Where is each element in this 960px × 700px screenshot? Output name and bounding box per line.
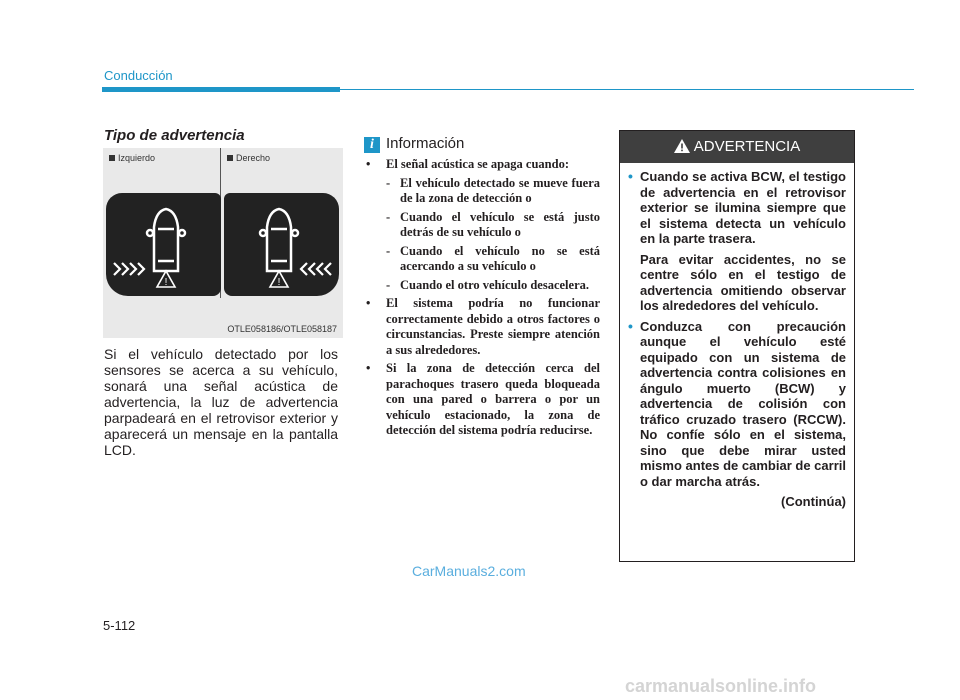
warning-header: ADVERTENCIA <box>620 131 854 163</box>
warning-item: • Conduzca con precaución aunque el vehículo esté equipado con un sistema de advertencia contra colisiones en ángulo muerto (BCW) y advertencia de colisión con tráfico cruzado trasero (RCCW). No confíe sólo en el sistema, sino que debe mirar usted mismo antes de cambiar de carril o dar marcha atrás. <box>628 317 846 489</box>
warning-triangle-icon <box>674 139 690 153</box>
info-item: • El sistema podría no funcionar correctamente debido a otros factores o circunstancias. Preste siempre atención a sus alrededores. <box>366 296 600 357</box>
chevron-arrows-icon <box>301 263 331 275</box>
warning-paragraph: Para evitar accidentes, no se centre sólo en el testigo de advertencia omitiendo observar los alrededores del vehículo. <box>640 251 846 313</box>
left-mirror-indicator <box>106 193 221 296</box>
car-rear-view-icon <box>147 209 185 271</box>
car-rear-view-icon <box>260 209 298 271</box>
warning-item: • Cuando se activa BCW, el testigo de advertencia en el retrovisor exterior se ilumina siempre que el sistema detecta un vehículo en la parte trasera. Para evitar accidentes, no se centre sólo en el testigo de advertencia omitiendo observar los alrededores del vehículo. <box>628 168 846 313</box>
header-rule-thick <box>102 87 340 92</box>
info-item: • Si la zona de detección cerca del parachoques trasero queda bloqueada con una pared o barrera o por un vehículo estacionado, la zona de detección del sistema podría reducirse. <box>366 361 600 437</box>
warning-box <box>619 130 855 562</box>
warning-triangle-icon <box>157 271 175 288</box>
svg-text:!: ! <box>277 277 281 288</box>
continued-label: (Continúa) <box>781 494 846 509</box>
figure-label-left: Izquierdo <box>109 153 155 163</box>
section-title: Conducción <box>104 68 173 83</box>
info-subitem: - Cuando el vehículo se está justo detrás de su vehículo o <box>386 209 600 239</box>
warning-body <box>620 163 854 510</box>
figure-code: OTLE058186/OTLE058187 <box>227 324 337 334</box>
right-mirror-indicator <box>224 193 339 296</box>
info-list <box>366 157 600 442</box>
info-item: • El señal acústica se apaga cuando: - El vehículo detectado se mueve fuera de la zona de detección o - Cuando el vehículo se está justo detrás de su vehículo o - Cuando el vehículo no se está acercando a su vehículo o - Cuando el otro vehículo desacelera. <box>366 157 600 292</box>
chevron-arrows-icon <box>114 263 144 275</box>
square-bullet-icon <box>109 155 115 161</box>
svg-text:!: ! <box>164 277 168 288</box>
section-heading: Tipo de advertencia <box>104 127 245 144</box>
info-subitem: - El vehículo detectado se mueve fuera de la zona de detección o <box>386 175 600 205</box>
page-number: 5-112 <box>103 618 136 633</box>
body-paragraph: Si el vehículo detectado por los sensores se acerca a su vehículo, sonará una señal acústica de advertencia, la luz de advertencia parpadeará en el retrovisor exterior y aparecerá un mensaje en la pantalla LCD. <box>104 346 338 458</box>
info-title: Información <box>386 135 465 152</box>
info-subitem: - Cuando el vehículo no se está acercando a su vehículo o <box>386 243 600 273</box>
info-icon: i <box>364 137 380 153</box>
warning-paragraph: Conduzca con precaución aunque el vehículo esté equipado con un sistema de advertencia contra colisiones en ángulo muerto (BCW) y advertencia de colisión con tráfico cruzado trasero (RCCW). No confíe sólo en el sistema, sino que debe mirar usted mismo antes de cambiar de carril o dar marcha atrás. <box>640 318 846 489</box>
figure-label-right: Derecho <box>227 153 270 163</box>
square-bullet-icon <box>227 155 233 161</box>
watermark-link[interactable]: CarManuals2.com <box>412 563 526 579</box>
warning-type-figure <box>103 148 343 338</box>
warning-paragraph: Cuando se activa BCW, el testigo de advertencia en el retrovisor exterior se ilumina siempre que el sistema detecta un vehículo en la parte trasera. <box>640 169 846 246</box>
info-subitem: - Cuando el otro vehículo desacelera. <box>386 277 589 292</box>
warning-triangle-icon <box>270 271 288 288</box>
info-sublist <box>386 176 600 294</box>
header-rule-thin <box>340 89 914 90</box>
watermark-bottom: carmanualsonline.info <box>625 676 817 696</box>
